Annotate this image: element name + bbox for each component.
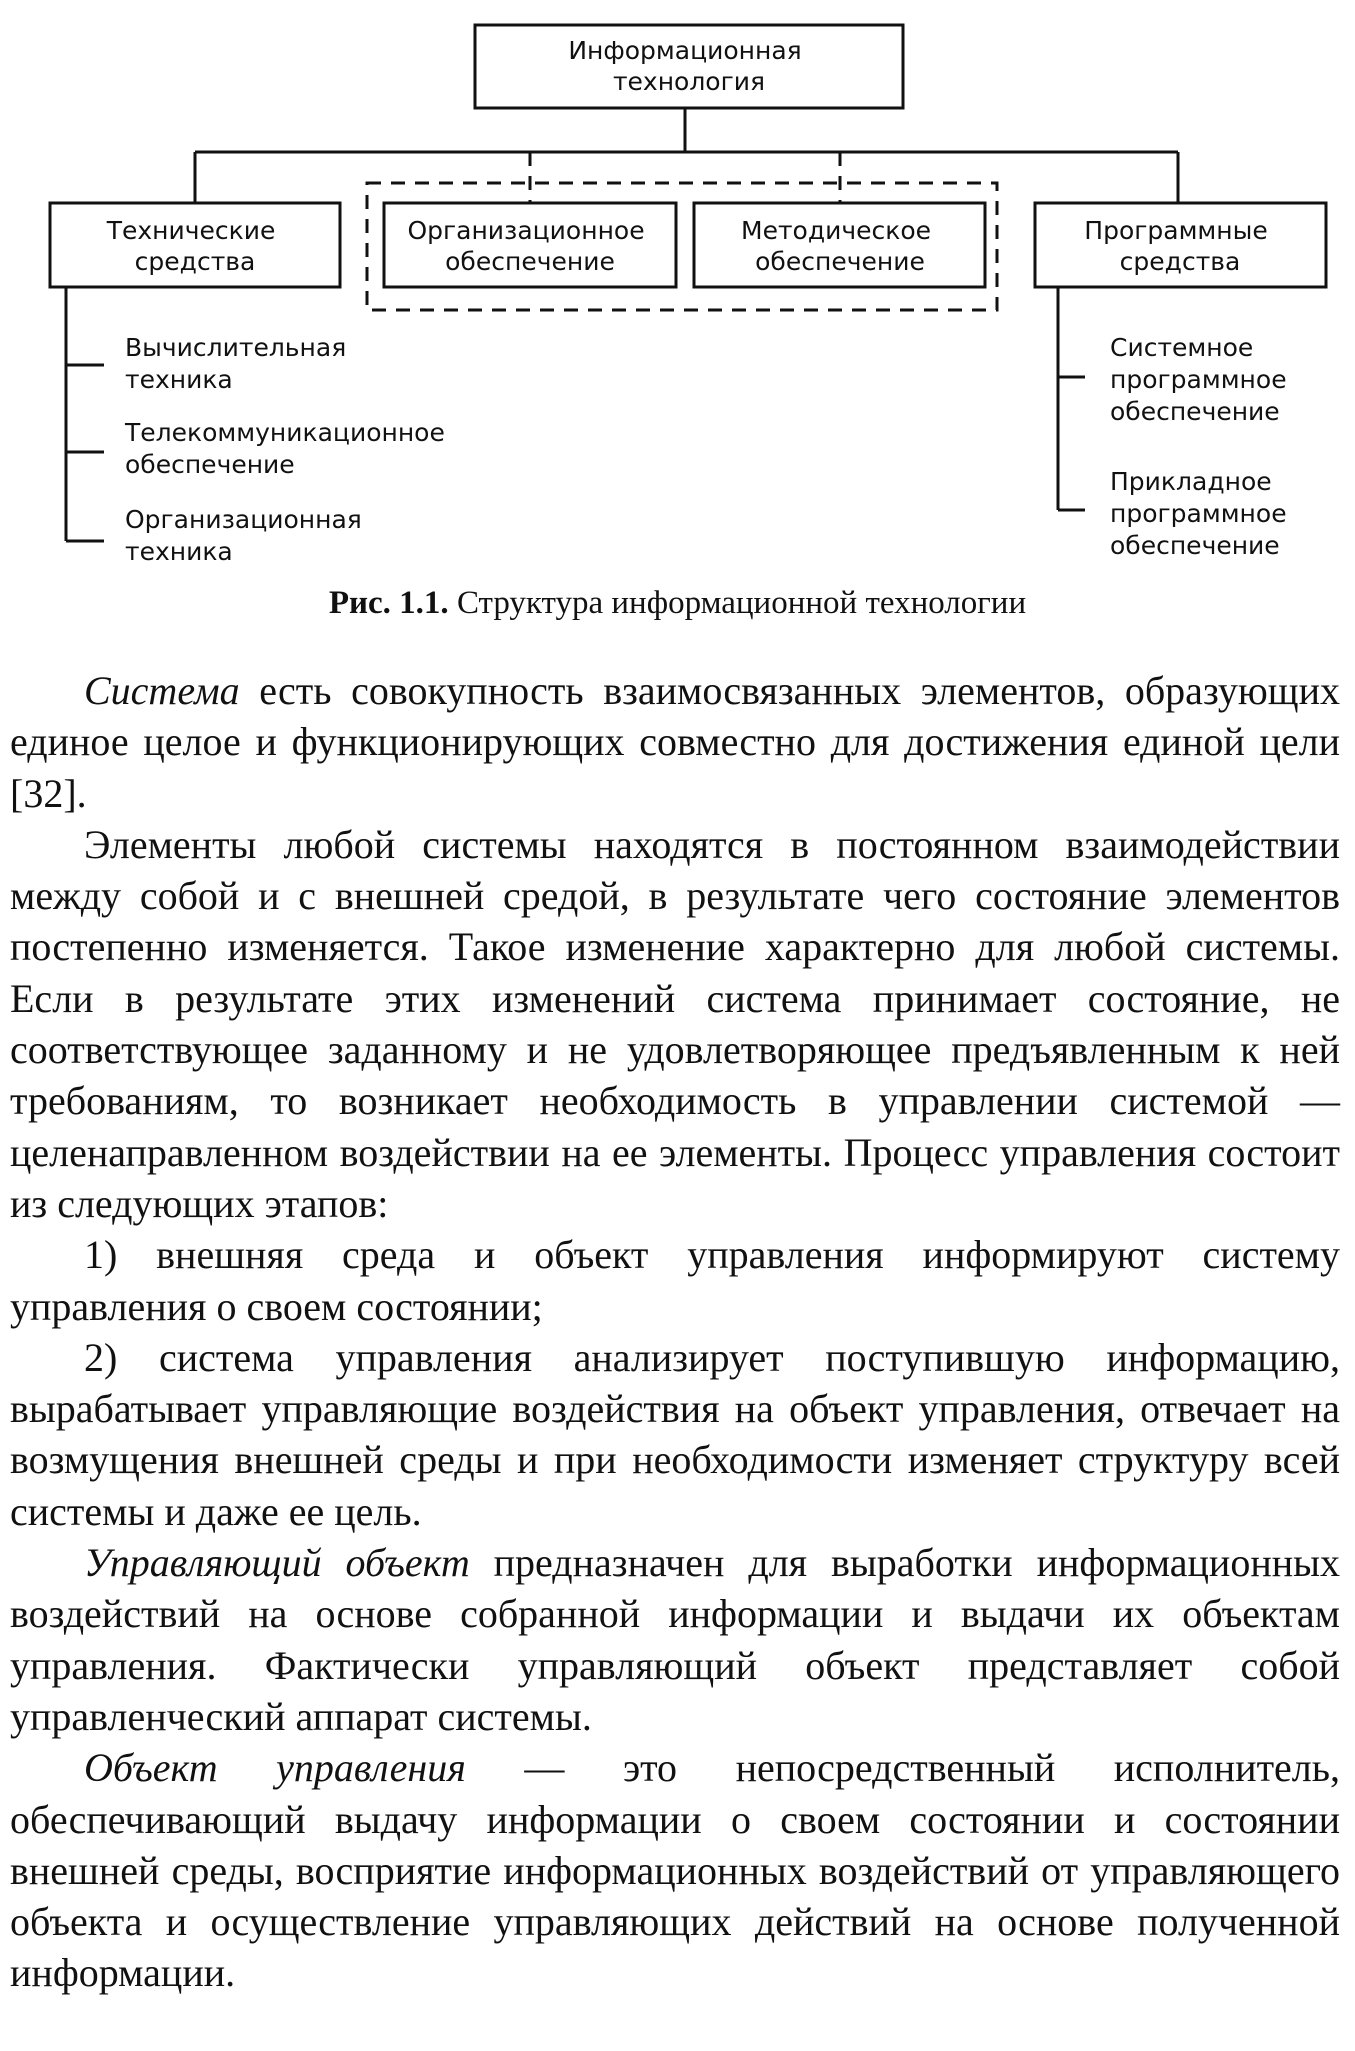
paragraph-controlling-object bbox=[10, 1537, 1340, 1742]
svg-text:Организационное обеспечени bbox=[407, 216, 652, 276]
soft-item-1-line-1: Системное bbox=[1110, 333, 1254, 362]
paragraph-elements: Элементы любой системы находятся в постоянном взаимодействии между собой и с внешней средой, в результате чего состояние элементов постепенно изменяется. Такое изменение характерно для любой системы. Если в результате этих изменений система принимает состояние, не соответствующее заданному и не удовлетворяющее предъявленным к ней требованиям, то возникает необходимость в управлении системой — целенаправленном воздействии на ее элементы. Процесс управления состоит из следующих этапов: bbox=[10, 821, 1340, 1226]
soft-label-1: Программные bbox=[1084, 216, 1268, 245]
svg-text:Методическое обеспечение bbox=[741, 216, 939, 276]
body-text bbox=[10, 665, 1340, 1999]
paragraph-controlled-object bbox=[10, 1742, 1340, 1998]
tech-label-1: Технические bbox=[106, 216, 276, 245]
caption-text: Структура информационной технологии bbox=[456, 585, 1027, 621]
method-label-2: обеспечение bbox=[755, 247, 925, 276]
structure-diagram bbox=[0, 0, 1355, 600]
term-controlled-object: Объект управления bbox=[84, 1745, 466, 1791]
soft-label-2: средства bbox=[1119, 247, 1241, 276]
svg-text:Технические средства bbox=[106, 216, 284, 276]
tech-item-2-line-1: Телекоммуникационное bbox=[125, 418, 445, 447]
svg-text:Информационная технология bbox=[568, 36, 809, 96]
figure-caption bbox=[0, 585, 1355, 622]
caption-label: Рис. 1.1. bbox=[328, 585, 449, 621]
tech-item-2-line-2: обеспечение bbox=[125, 450, 295, 479]
list-item-1: 1) внешняя среда и объект управления информируют систему управления о своем состоянии; bbox=[10, 1232, 1340, 1329]
soft-item-2-line-2: программное bbox=[1110, 499, 1287, 528]
svg-text:Телекоммуникационное обесп bbox=[124, 418, 453, 479]
svg-text:Прикладное программное bbox=[1110, 467, 1295, 560]
method-label-1: Методическое bbox=[741, 216, 932, 245]
list-item-2: 2) система управления анализирует поступившую информацию, вырабатывает управляющие воздействия на объект управления, отвечает на возмущения внешней среды и при необходимости изменяет структуру всей системы и даже ее цель. bbox=[10, 1334, 1340, 1534]
term-system: Система bbox=[84, 668, 240, 713]
root-label-1: Информационная bbox=[568, 36, 802, 65]
term-controlling-object: Управляющий объект bbox=[84, 1540, 470, 1586]
p1-text: есть совокупность взаимосвязанных элементов, образующих единое целое и функционирующих совместно для достижения единой цели [32]. bbox=[10, 668, 1340, 816]
soft-item-1-line-2: программное bbox=[1110, 365, 1287, 394]
svg-text:Вычислительная техника bbox=[125, 333, 354, 394]
p6-text: — это непосредственный исполнитель, обеспечивающий выдачу информации о своем состоянии и состоянии внешней среды, восприятие информационных воздействий от управляющего объекта и осуществление управляющих действий на основе полученной информации. bbox=[10, 1745, 1340, 1996]
paragraph-system-definition bbox=[10, 665, 1340, 819]
tech-item-3-line-2: техника bbox=[125, 537, 233, 566]
org-label-2: обеспечение bbox=[445, 247, 615, 276]
org-label-1: Организационное bbox=[407, 216, 645, 245]
tech-label-2: средства bbox=[134, 247, 256, 276]
tech-item-3-line-1: Организационная bbox=[125, 505, 362, 534]
tech-item-1-line-1: Вычислительная bbox=[125, 333, 347, 362]
tech-item-1-line-2: техника bbox=[125, 365, 233, 394]
p5-text: предназначен для выработки информационных воздействий на основе собранной информации и выдачи их объектам управления. Фактически управляющий объект представляет собой управленческий аппарат системы. bbox=[10, 1540, 1341, 1739]
svg-text:Программные средства bbox=[1084, 216, 1275, 276]
soft-item-1-line-3: обеспечение bbox=[1110, 397, 1280, 426]
soft-item-2-line-1: Прикладное bbox=[1110, 467, 1272, 496]
svg-text:Организационная техника bbox=[125, 505, 370, 566]
root-label-2: технология bbox=[612, 67, 766, 96]
soft-item-2-line-3: обеспечение bbox=[1110, 531, 1280, 560]
svg-text:Системное программное bbox=[1110, 333, 1295, 426]
